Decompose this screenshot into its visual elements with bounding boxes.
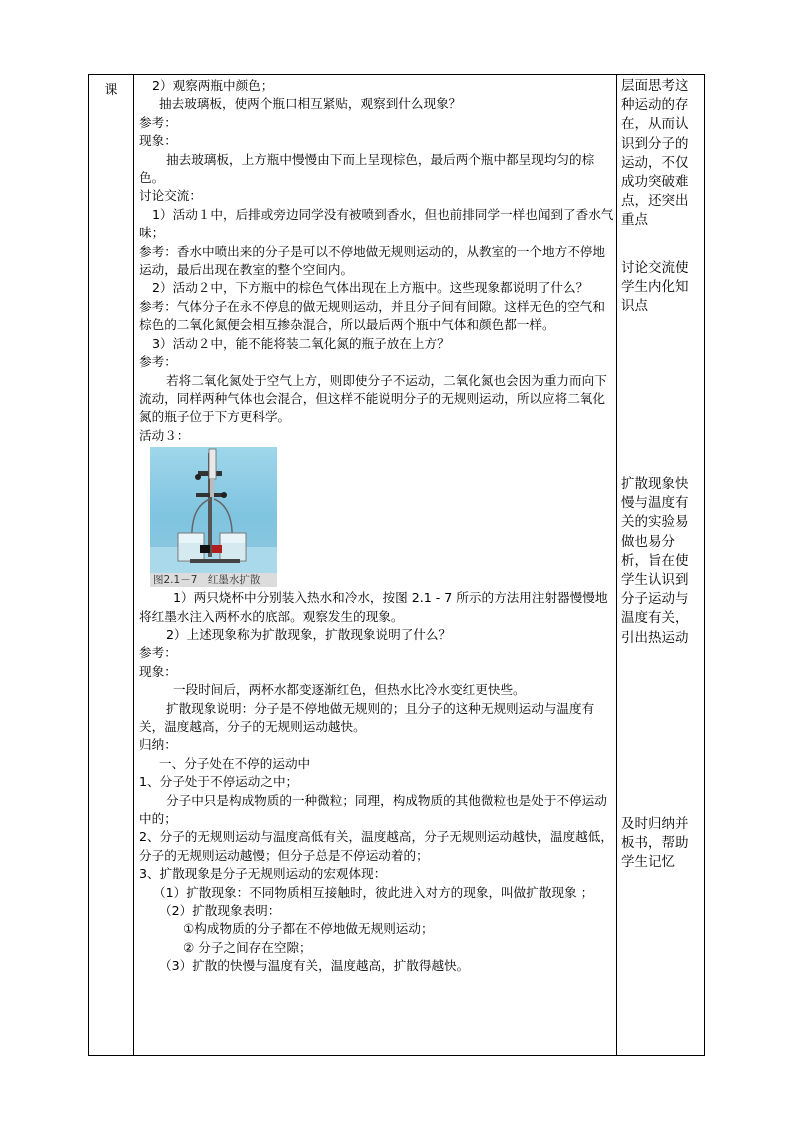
column-divider: [616, 75, 617, 1055]
diffusion-apparatus-photo: [150, 447, 277, 573]
content-line: 1）活动１中，后排或旁边同学没有被喷到香水，但也前排同学一样也闻到了香水气味；: [139, 206, 614, 241]
section-label: 课: [104, 83, 118, 98]
content-line: 2）活动２中，下方瓶中的棕色气体出现在上方瓶中。这些现象都说明了什么？: [152, 280, 589, 296]
content-line: 2、分子的无规则运动与温度高低有关，温度越高，分子无规则运动越快，温度越低，分子的无规则运动越慢；但分子总是不停运动着的；: [139, 829, 613, 863]
content-line: 3、扩散现象是分子无规则运动的宏观体现：: [139, 866, 387, 882]
content-line: 一段时间后，两杯水都变逐渐红色，但热水比冷水变红更快些。: [173, 682, 526, 698]
content-line: 参考：: [139, 354, 177, 370]
content-line: 参考：: [139, 114, 177, 130]
side-note: 层面思考这种运动的存在，从而认识到分子的运动，不仅成功突破难点，还突出重点: [621, 78, 689, 229]
side-note: 讨论交流使学生内化知识点: [621, 260, 689, 315]
content-line: 扩散现象说明：分子是不停地做无规则的；且分子的这种无规则运动与温度有关，温度越高，分子的无规则运动越快。: [139, 700, 595, 734]
content-line: 分子中只是构成物质的一种微粒；同理，构成物质的其他微粒也是处于不停运动中的；: [139, 792, 607, 826]
content-line: 3）活动２中，能不能将装二氧化氮的瓶子放在上方？: [152, 335, 450, 351]
figure-red-ink-diffusion: [150, 447, 277, 587]
lesson-content: [139, 77, 614, 976]
content-line: 抽去玻璃板，上方瓶中慢慢由下而上呈现棕色，最后两个瓶中都呈现均匀的棕色。: [139, 151, 595, 186]
content-line: 参考：: [139, 645, 177, 661]
content-line: ①构成物质的分子都在不停地做无规则运动；: [183, 921, 434, 937]
content-line: （3）扩散的快慢与温度有关，温度越高，扩散得越快。: [159, 958, 470, 974]
content-line: （2）扩散现象表明：: [159, 903, 281, 919]
content-line: 参考：香水中喷出来的分子是可以不停地做无规则运动的，从教室的一个地方不停地运动，最后出现在教室的整个空间内。: [139, 243, 605, 278]
content-line: 讨论交流：: [139, 188, 202, 204]
content-line: 2）观察两瓶中颜色；: [152, 78, 274, 93]
content-line: 现象：: [139, 663, 177, 679]
apparatus-illustration: [150, 447, 277, 573]
content-line: 活动３：: [139, 427, 190, 443]
side-note: 及时归纳并板书，帮助学生记忆: [621, 816, 689, 871]
content-line: 1）两只烧杯中分别装入热水和冷水，按图 2.1 - 7 所示的方法用注射器慢慢地将红墨水注入两杯水的底部。观察发生的现象。: [139, 590, 608, 624]
content-line: 抽去玻璃板，使两个瓶口相互紧贴，观察到什么现象？: [159, 96, 462, 112]
side-note: 扩散现象快慢与温度有关的实验易做也易分析，旨在使学生认识到分子运动与温度有关，引出热运动: [621, 476, 689, 646]
content-line: 若将二氧化氮处于空气上方，则即使分子不运动，二氧化氮也会因为重力而向下流动，同样两种气体也会混合，但这样不能说明分子的无规则运动，所以应将二氧化氮的瓶子位于下方更科学。: [139, 372, 607, 425]
content-line: ② 分子之间存在空隙；: [183, 939, 312, 955]
content-line: 一、分子处在不停的运动中: [159, 755, 311, 771]
content-line: （1）扩散现象：不同物质相互接触时，彼此进入对方的现象，叫做扩散现象 ；: [153, 884, 594, 900]
content-line: 2）上述现象称为扩散现象，扩散现象说明了什么？: [166, 626, 452, 642]
lesson-table: [88, 74, 705, 1056]
column-divider: [133, 75, 134, 1055]
content-line: 归纳：: [139, 737, 177, 753]
content-line: 参考：气体分子在永不停息的做无规则运动，并且分子间有间隙。这样无色的空气和棕色的二氧化氮便会相互掺杂混合，所以最后两个瓶中气体和颜色都一样。: [139, 298, 605, 333]
content-line: 1、分子处于不停运动之中；: [139, 774, 299, 790]
content-line: 现象：: [139, 133, 177, 149]
figure-caption: 图2.1－7 红墨水扩散: [150, 573, 277, 587]
